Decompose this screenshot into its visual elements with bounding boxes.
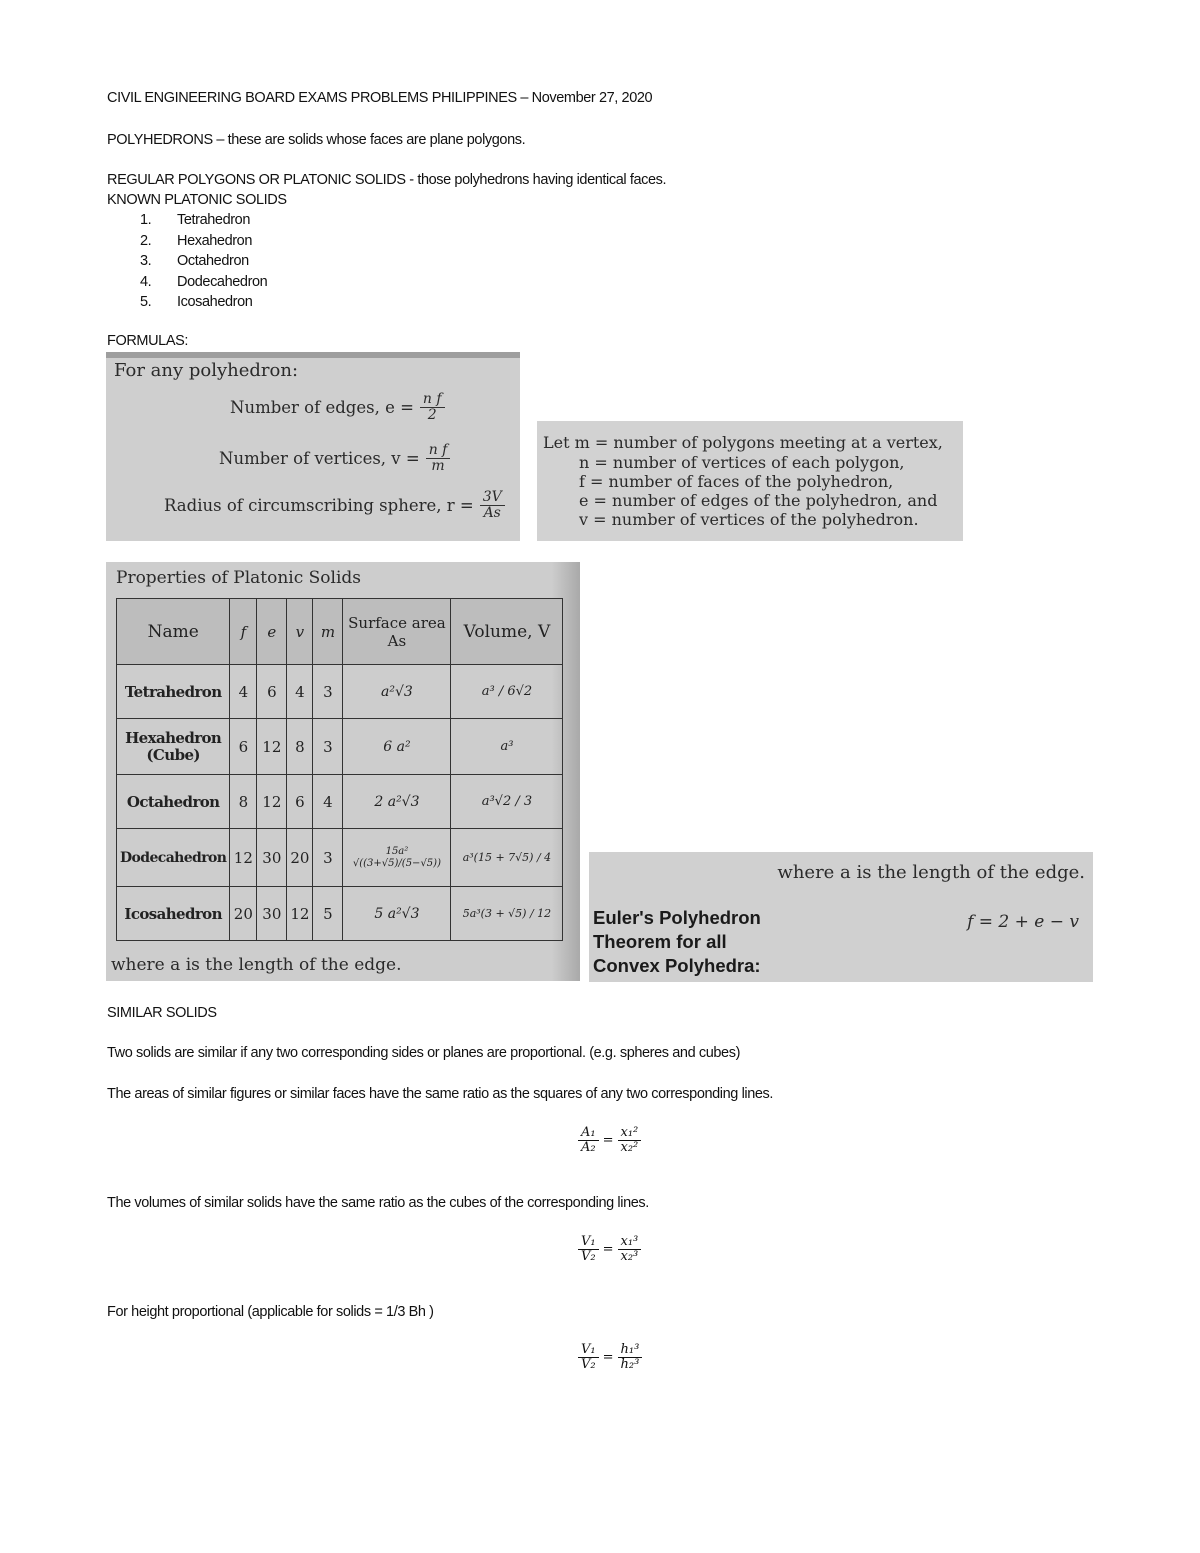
definition-line-e: e = number of edges of the polyhedron, and	[579, 491, 938, 510]
header-f: f	[230, 599, 257, 665]
regular-definition: REGULAR POLYGONS OR PLATONIC SOLIDS - those polyhedrons having identical faces.	[107, 172, 667, 188]
definition-line-f: f = number of faces of the polyhedron,	[579, 472, 894, 491]
formula-box-title: For any polyhedron:	[114, 360, 299, 381]
definition-line-n: n = number of vertices of each polygon,	[579, 453, 905, 472]
polyhedrons-definition: POLYHEDRONS – these are solids whose faces are plane polygons.	[107, 132, 526, 148]
properties-table	[116, 598, 563, 941]
table-footer: where a is the length of the edge.	[111, 955, 402, 975]
solids-list	[140, 212, 267, 315]
height-ratio-equation: $\frac{\text{V₁}}{\text{V₂}}$ = $\frac{\text{h₁³}}{\text{h₂³}}$	[578, 1343, 642, 1371]
table-row: Icosahedron 20 30 12 5 5 a²√3 5a³(3 + √5) / 12	[117, 887, 563, 941]
euler-formula: f = 2 + e − v	[967, 912, 1079, 932]
list-item: 1. Tetrahedron	[140, 212, 250, 228]
radius-formula: Radius of circumscribing sphere, r = $\frac{3V}{As}$	[164, 490, 505, 520]
list-item: 2. Hexahedron	[140, 232, 252, 249]
table-row: Hexahedron (Cube) 6 12 8 3 6 a² a³	[117, 719, 563, 775]
volumes-statement: The volumes of similar solids have the same ratio as the cubes of the corresponding lines.	[107, 1195, 649, 1211]
similar-definition: Two solids are similar if any two corresponding sides or planes are proportional. (e.g. spheres and cubes)	[107, 1045, 740, 1061]
euler-title: Euler's Polyhedron Theorem for all Convex Polyhedra:	[593, 907, 761, 976]
header-e: e	[257, 599, 287, 665]
list-item: 3. Octahedron	[140, 253, 249, 269]
table-row: Tetrahedron 4 6 4 3 a²√3 a³ / 6√2	[117, 665, 563, 719]
table-row: Dodecahedron 12 30 20 3 15a² √((3+√5)/(5−√5)) a³(15 + 7√5) / 4	[117, 829, 563, 887]
header-surface-area: Surface area As	[343, 599, 451, 665]
variable-definitions-image	[537, 421, 963, 541]
header-m: m	[313, 599, 343, 665]
volume-ratio-equation: $\frac{\text{V₁}}{\text{V₂}}$ = $\frac{\text{x₁³}}{\text{x₂³}}$	[578, 1235, 641, 1263]
areas-statement: The areas of similar figures or similar faces have the same ratio as the squares of any two corresponding lines.	[107, 1086, 774, 1102]
definition-line-m: Let m = number of polygons meeting at a vertex,	[543, 433, 943, 452]
edge-note: where a is the length of the edge.	[777, 862, 1085, 883]
table-row: Octahedron 8 12 6 4 2 a²√3 a³√2 / 3	[117, 775, 563, 829]
table-header-row	[117, 599, 563, 665]
area-ratio-equation: $\frac{\text{A₁}}{\text{A₂}}$ = $\frac{\text{x₁²}}{\text{x₂²}}$	[578, 1126, 641, 1154]
header-v: v	[287, 599, 313, 665]
formulas-label: FORMULAS:	[107, 333, 188, 349]
list-item: 4. Dodecahedron	[140, 273, 268, 290]
known-solids-heading: KNOWN PLATONIC SOLIDS	[107, 192, 287, 208]
platonic-properties-image	[106, 562, 580, 981]
header-volume: Volume, V	[451, 599, 563, 665]
euler-theorem-image	[589, 852, 1093, 982]
definition-line-v: v = number of vertices of the polyhedron.	[579, 510, 919, 529]
edges-formula: Number of edges, e = $\frac{\text{n f}}{2}$	[230, 392, 445, 422]
vertices-formula: Number of vertices, v = $\frac{\text{n f}}{m}$	[219, 443, 450, 473]
table-title: Properties of Platonic Solids	[116, 568, 362, 588]
height-statement: For height proportional (applicable for solids = 1/3 Bh )	[107, 1304, 434, 1320]
document-header: CIVIL ENGINEERING BOARD EXAMS PROBLEMS PHILIPPINES – November 27, 2020	[107, 90, 653, 106]
header-name: Name	[117, 599, 230, 665]
polyhedron-formulas-image	[106, 352, 520, 541]
similar-solids-heading: SIMILAR SOLIDS	[107, 1005, 217, 1021]
list-item: 5. Icosahedron	[140, 294, 253, 310]
